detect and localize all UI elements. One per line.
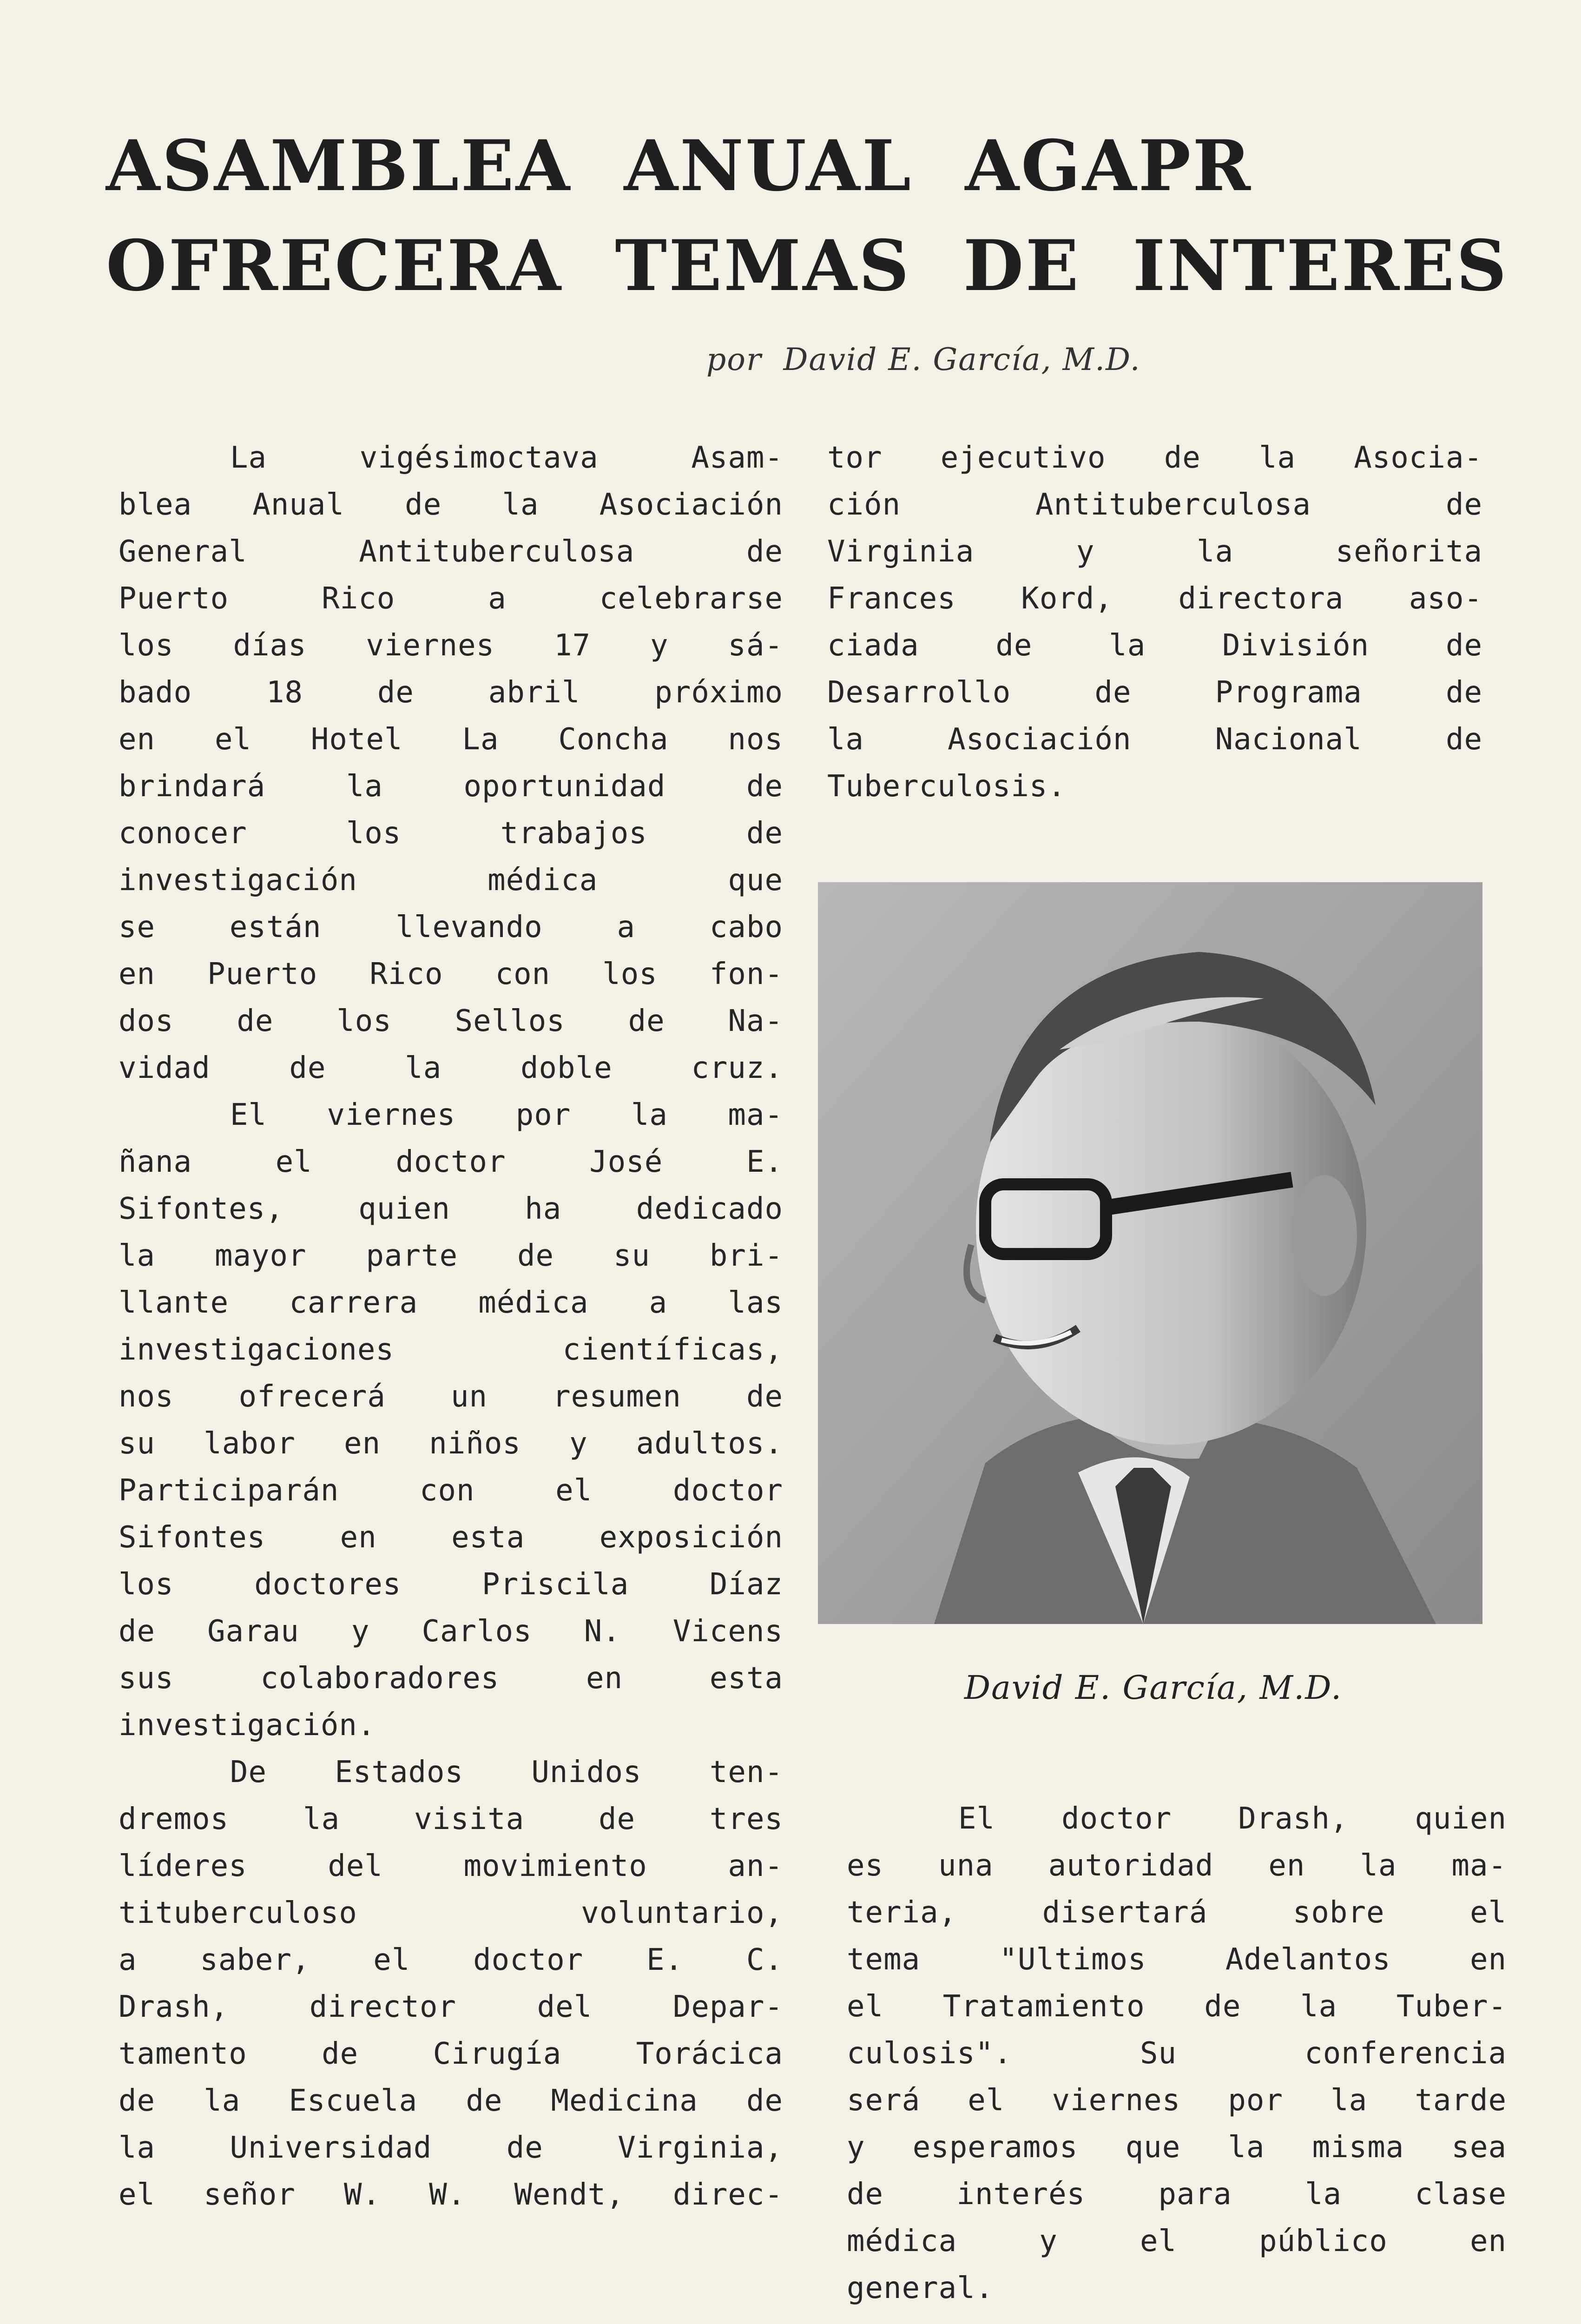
title-line-2: OFRECERA TEMAS DE INTERES	[106, 225, 1509, 307]
text-line: es una autoridad en la ma-	[847, 1849, 1507, 1883]
text-line: La vigésimoctava Asam-	[230, 441, 783, 475]
text-line: de interés para la clase	[847, 2177, 1507, 2212]
text-line: de Garau y Carlos N. Vicens	[119, 1614, 783, 1649]
text-line: Sifontes en esta exposición	[119, 1520, 783, 1555]
text-line: su labor en niños y adultos.	[119, 1426, 783, 1461]
left-column	[119, 435, 783, 2218]
text-line: Desarrollo de Programa de	[827, 675, 1482, 710]
text-line: teria, disertará sobre el	[847, 1895, 1507, 1930]
text-line: tema "Ultimos Adelantos en	[847, 1942, 1507, 1977]
text-line: sus colaboradores en esta	[119, 1661, 783, 1696]
text-line: Puerto Rico a celebrarse	[119, 581, 783, 616]
text-line: de la Escuela de Medicina de	[119, 2084, 783, 2118]
text-line: Drash, director del Depar-	[119, 1990, 783, 2024]
portrait-photo	[818, 882, 1482, 1624]
text-line: conocer los trabajos de	[119, 816, 783, 851]
text-line: llante carrera médica a las	[119, 1286, 783, 1320]
text-line: tamento de Cirugía Torácica	[119, 2037, 783, 2071]
text-line: la Universidad de Virginia,	[119, 2131, 783, 2165]
text-line: a saber, el doctor E. C.	[119, 1943, 783, 1977]
right-column-top	[827, 435, 1482, 810]
text-line: nos ofrecerá un resumen de	[119, 1380, 783, 1414]
text-line: brindará la oportunidad de	[119, 769, 783, 804]
text-line: ñana el doctor José E.	[119, 1145, 783, 1179]
text-line: Tuberculosis.	[827, 769, 1066, 804]
text-line: General Antituberculosa de	[119, 535, 783, 569]
paragraph-3	[119, 1749, 783, 2218]
text-line: bado 18 de abril próximo	[119, 675, 783, 710]
text-line: Sifontes, quien ha dedicado	[119, 1192, 783, 1226]
text-line: culosis". Su conferencia	[847, 2036, 1507, 2071]
paragraph-continued	[827, 435, 1482, 810]
text-line: investigaciones científicas,	[119, 1333, 783, 1367]
text-line: el señor W. W. Wendt, direc-	[119, 2178, 783, 2212]
text-line: en el Hotel La Concha nos	[119, 722, 783, 757]
photo-caption: David E. García, M.D.	[964, 1669, 1343, 1707]
text-line: será el viernes por la tarde	[847, 2083, 1507, 2118]
text-line: el Tratamiento de la Tuber-	[847, 1989, 1507, 2024]
text-line: dremos la visita de tres	[119, 1802, 783, 1836]
byline: por David E. García, M.D.	[706, 342, 1141, 377]
text-line: Participarán con el doctor	[119, 1473, 783, 1508]
portrait-image	[818, 882, 1482, 1624]
text-line: El doctor Drash, quien	[958, 1802, 1507, 1836]
text-line: los días viernes 17 y sá-	[119, 628, 783, 663]
text-line: blea Anual de la Asociación	[119, 488, 783, 522]
text-line: general.	[847, 2271, 994, 2305]
paragraph-1	[119, 435, 783, 1092]
paragraph-2	[119, 1092, 783, 1749]
paragraph-4	[847, 1796, 1507, 2312]
text-line: dos de los Sellos de Na-	[119, 1004, 783, 1038]
text-line: la Asociación Nacional de	[827, 722, 1482, 757]
text-line: la mayor parte de su bri-	[119, 1239, 783, 1273]
text-line: ciada de la División de	[827, 628, 1482, 663]
text-line: líderes del movimiento an-	[119, 1849, 783, 1883]
text-line: en Puerto Rico con los fon-	[119, 957, 783, 991]
title-line-1: ASAMBLEA ANUAL AGAPR	[106, 125, 1252, 207]
text-line: tor ejecutivo de la Asocia-	[827, 441, 1482, 475]
text-line: y esperamos que la misma sea	[847, 2130, 1507, 2165]
text-line: El viernes por la ma-	[230, 1098, 783, 1132]
text-line: investigación.	[119, 1708, 376, 1743]
text-line: Virginia y la señorita	[827, 535, 1482, 569]
text-line: médica y el público en	[847, 2224, 1507, 2258]
text-line: Frances Kord, directora aso-	[827, 581, 1482, 616]
text-line: vidad de la doble cruz.	[119, 1051, 783, 1085]
text-line: los doctores Priscila Díaz	[119, 1567, 783, 1602]
text-line: se están llevando a cabo	[119, 910, 783, 944]
text-line: De Estados Unidos ten-	[230, 1755, 783, 1789]
text-line: investigación médica que	[119, 863, 783, 898]
text-line: ción Antituberculosa de	[827, 488, 1482, 522]
right-column-bottom	[847, 1796, 1507, 2312]
text-line: tituberculoso voluntario,	[119, 1896, 783, 1930]
article-title	[106, 116, 1509, 316]
